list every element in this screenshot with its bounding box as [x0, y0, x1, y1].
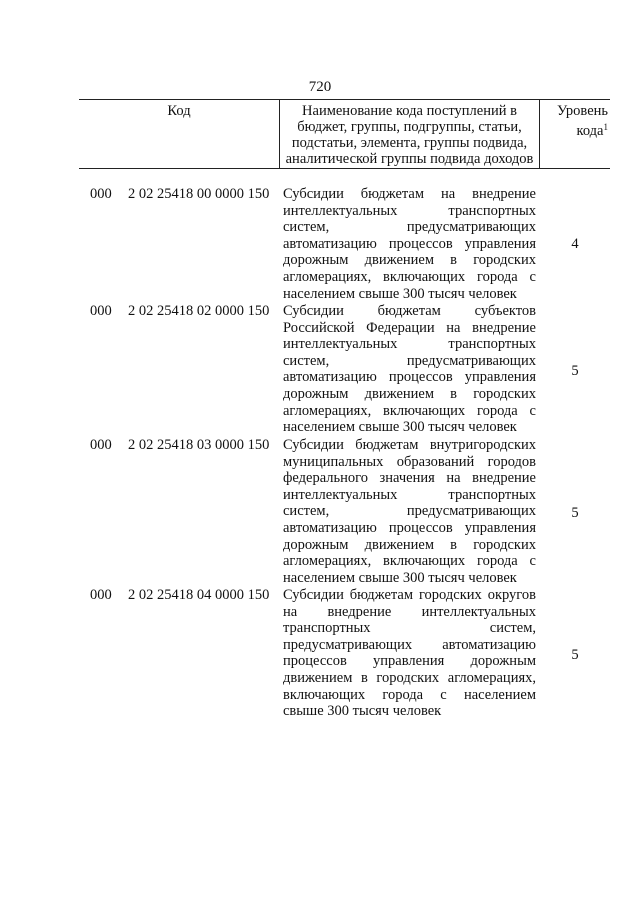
- name-line: систем, предусматривающих: [283, 352, 536, 369]
- header-level-word: кода: [576, 123, 604, 139]
- code-level: 4: [571, 236, 579, 252]
- name-line: дорожным движением в городских: [283, 536, 536, 553]
- income-code: 2 02 25418 03 0000 150: [128, 437, 270, 453]
- admin-code: 000: [90, 303, 112, 319]
- income-code: 2 02 25418 02 0000 150: [128, 303, 270, 319]
- page-number: 720: [308, 79, 332, 95]
- name-line: муниципальных образований городов: [283, 453, 536, 470]
- income-name: [283, 437, 536, 586]
- name-line: населением свыше 300 тысяч человек: [283, 285, 517, 302]
- name-line: интеллектуальных транспортных: [283, 202, 536, 219]
- income-code: 2 02 25418 00 0000 150: [128, 186, 270, 202]
- name-line: систем, предусматривающих: [283, 219, 536, 236]
- name-line: автоматизацию процессов управления: [283, 235, 536, 252]
- name-line: транспортных систем,: [283, 620, 536, 637]
- name-line: систем, предусматривающих: [283, 503, 536, 520]
- name-line: Субсидии бюджетам городских округов: [283, 587, 536, 603]
- footnote-marker: 1: [603, 122, 608, 132]
- name-line: Субсидии бюджетам субъектов: [283, 303, 536, 319]
- name-line: автоматизацию процессов управления: [283, 519, 536, 536]
- income-name: [283, 186, 536, 302]
- name-line: агломерациях, включающих города с: [283, 402, 536, 419]
- header-name-line: аналитической группы подвида доходов: [285, 151, 534, 167]
- name-line: автоматизацию процессов управления: [283, 369, 536, 386]
- header-level-line: [540, 119, 608, 139]
- name-line: предусматривающих автоматизацию: [283, 636, 536, 653]
- admin-code: 000: [90, 186, 112, 202]
- name-line: агломерациях, включающих города с: [283, 268, 536, 285]
- code-level: 5: [571, 505, 579, 521]
- header-name-line: подстатьи, элемента, группы подвида,: [291, 135, 528, 151]
- admin-code: 000: [90, 587, 112, 603]
- name-line: агломерациях, включающих города с: [283, 553, 536, 570]
- name-line: движением в городских агломерациях,: [283, 669, 536, 686]
- income-code: 2 02 25418 04 0000 150: [128, 587, 270, 603]
- header-level: [539, 100, 610, 168]
- name-line: Субсидии бюджетам на внедрение: [283, 186, 536, 202]
- header-level-line: Уровень: [556, 103, 608, 119]
- name-line: на внедрение интеллектуальных: [283, 603, 536, 620]
- admin-code: 000: [90, 437, 112, 453]
- name-line: дорожным движением в городских: [283, 385, 536, 402]
- name-line: населением свыше 300 тысяч человек: [283, 419, 517, 436]
- name-line: Субсидии бюджетам внутригородских: [283, 437, 536, 453]
- header-code: Код: [167, 103, 191, 119]
- name-line: Российской Федерации на внедрение: [283, 319, 536, 336]
- name-line: свыше 300 тысяч человек: [283, 703, 442, 720]
- header-name-line: Наименование кода поступлений в: [302, 103, 517, 119]
- code-level: 5: [571, 647, 579, 663]
- table-header: [79, 99, 610, 169]
- name-line: интеллектуальных транспортных: [283, 486, 536, 503]
- name-line: дорожным движением в городских: [283, 252, 536, 269]
- header-name-line: бюджет, группы, подгруппы, статьи,: [297, 119, 522, 135]
- code-level: 5: [571, 363, 579, 379]
- income-name: [283, 587, 536, 720]
- name-line: населением свыше 300 тысяч человек: [283, 569, 517, 586]
- name-line: процессов управления дорожным: [283, 653, 536, 670]
- income-name: [283, 303, 536, 436]
- header-name: [279, 100, 539, 168]
- name-line: интеллектуальных транспортных: [283, 336, 536, 353]
- name-line: федерального значения на внедрение: [283, 470, 536, 487]
- name-line: включающих города с населением: [283, 686, 536, 703]
